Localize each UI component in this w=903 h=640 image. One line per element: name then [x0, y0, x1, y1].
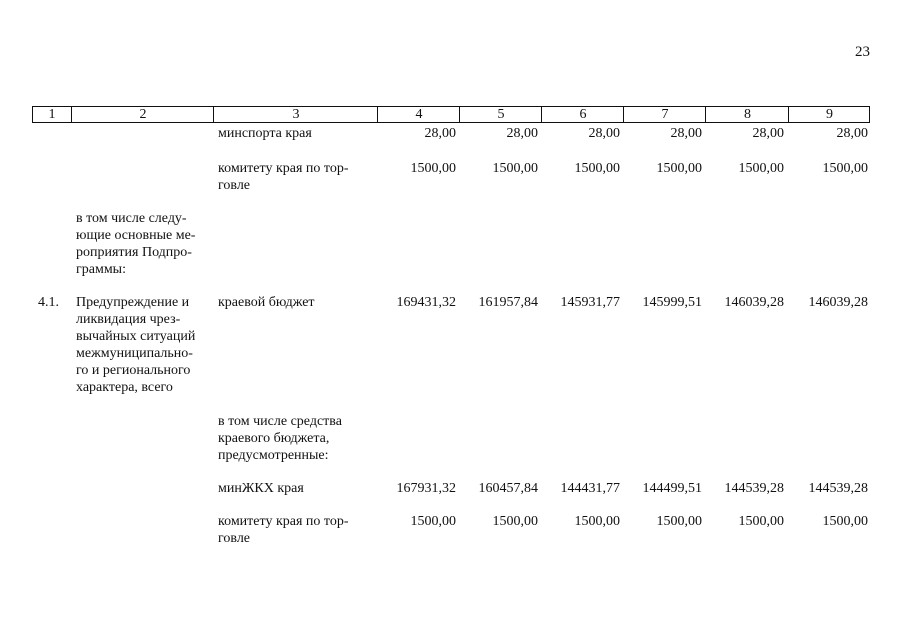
header-cell: 9	[788, 107, 870, 122]
source-minsport: минспорта края	[218, 126, 312, 141]
row-number: 4.1.	[38, 295, 59, 310]
header-cell: 7	[623, 107, 706, 122]
value-cell: 1500,00	[574, 161, 620, 176]
value-cell: 144499,51	[642, 481, 702, 496]
source-minzhkh: минЖКХ края	[218, 481, 304, 496]
value-cell: 1500,00	[574, 514, 620, 529]
including-activities-text: в том числе следу- ющие основные ме- роприятия Подпро- граммы:	[76, 211, 196, 277]
header-cell: 3	[213, 107, 378, 122]
value-cell: 1500,00	[492, 514, 538, 529]
value-cell: 145999,51	[642, 295, 702, 310]
header-cell: 4	[377, 107, 460, 122]
value-cell: 28,00	[424, 126, 456, 141]
value-cell: 146039,28	[808, 295, 868, 310]
source-regional-budget: краевой бюджет	[218, 295, 315, 310]
value-cell: 1500,00	[410, 514, 456, 529]
value-cell: 28,00	[836, 126, 868, 141]
value-cell: 1500,00	[656, 514, 702, 529]
source-trade: комитету края по тор- говле	[218, 161, 349, 193]
value-cell: 169431,32	[396, 295, 456, 310]
value-cell: 161957,84	[478, 295, 538, 310]
value-cell: 144431,77	[560, 481, 620, 496]
including-funds-text: в том числе средства краевого бюджета, предусмотренные:	[218, 414, 342, 463]
value-cell: 1500,00	[822, 514, 868, 529]
activity-title: Предупреждение и ликвидация чрез- вычайных ситуаций межмуниципально- го и регионального характера, всего	[76, 295, 196, 395]
value-cell: 1500,00	[738, 514, 784, 529]
value-cell: 28,00	[670, 126, 702, 141]
value-cell: 1500,00	[822, 161, 868, 176]
value-cell: 144539,28	[808, 481, 868, 496]
value-cell: 1500,00	[410, 161, 456, 176]
table-header	[32, 106, 870, 123]
header-cell: 8	[705, 107, 789, 122]
value-cell: 160457,84	[478, 481, 538, 496]
value-cell: 28,00	[752, 126, 784, 141]
value-cell: 1500,00	[738, 161, 784, 176]
header-cell: 1	[48, 107, 56, 122]
header-cell: 5	[459, 107, 542, 122]
value-cell: 1500,00	[656, 161, 702, 176]
value-cell: 144539,28	[724, 481, 784, 496]
page-number: 23	[855, 44, 870, 60]
header-cell: 6	[541, 107, 624, 122]
value-cell: 146039,28	[724, 295, 784, 310]
header-cell: 2	[71, 107, 214, 122]
value-cell: 28,00	[506, 126, 538, 141]
value-cell: 28,00	[588, 126, 620, 141]
source-trade: комитету края по тор- говле	[218, 514, 349, 546]
value-cell: 145931,77	[560, 295, 620, 310]
value-cell: 1500,00	[492, 161, 538, 176]
value-cell: 167931,32	[396, 481, 456, 496]
